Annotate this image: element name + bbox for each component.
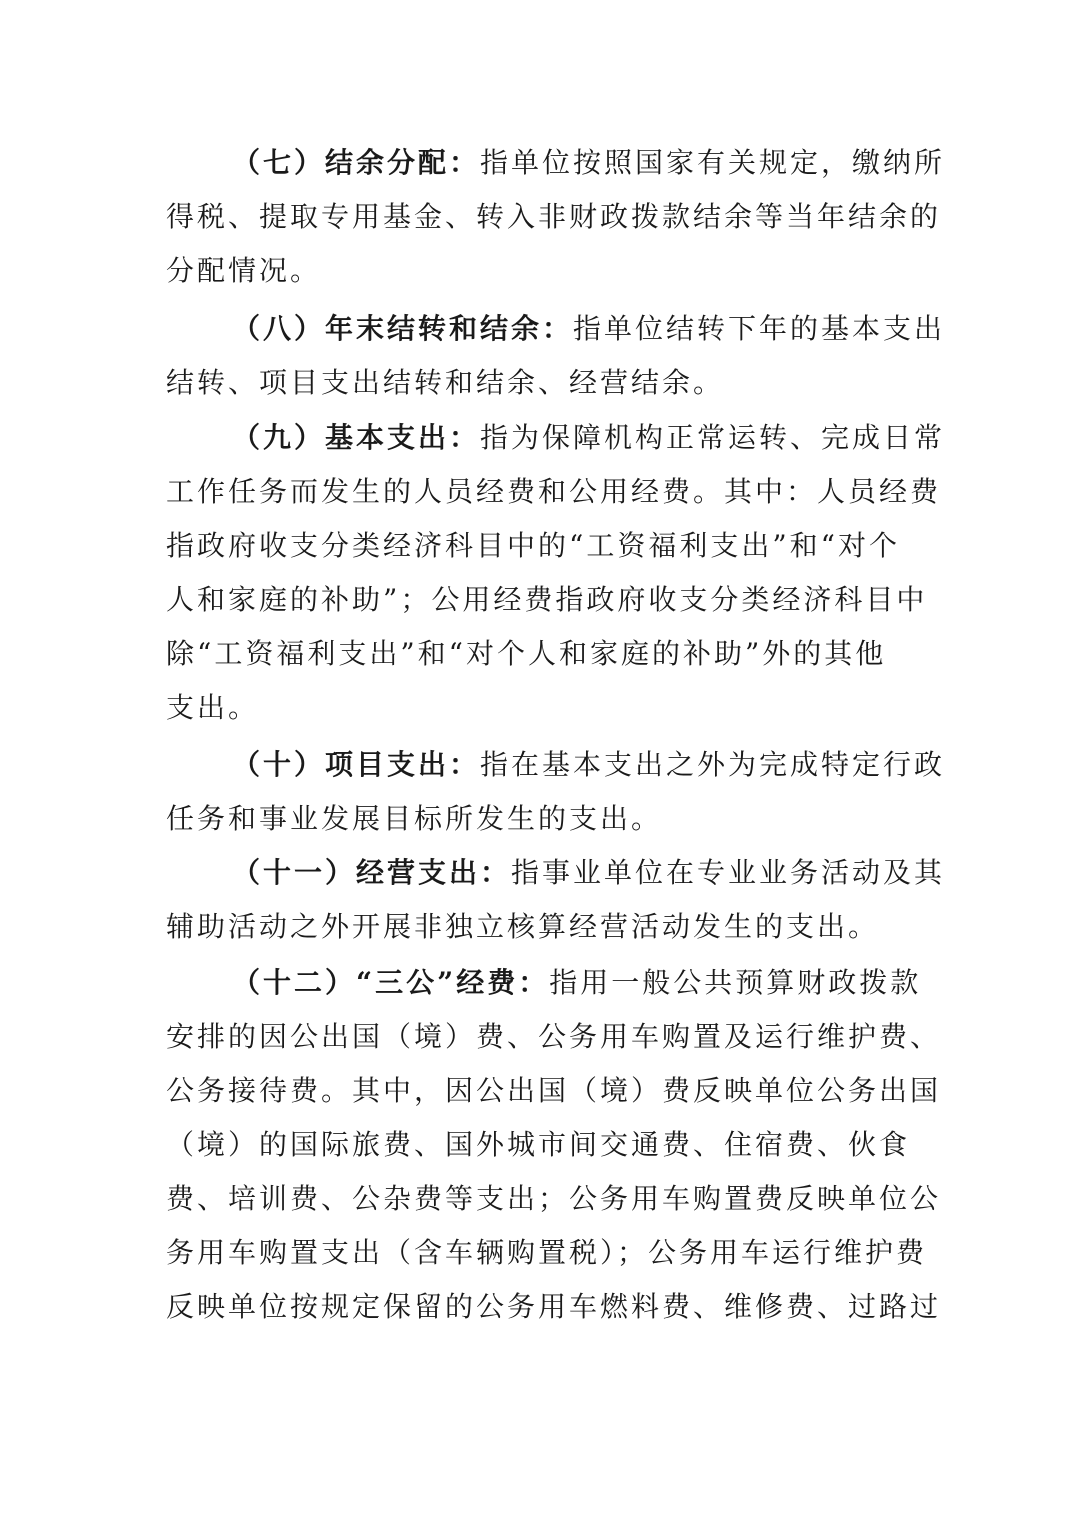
- paragraph-10-line-1: [232, 740, 946, 790]
- paragraph-9-line-3: 指政府收支分类经济科目中的“工资福利支出”和“对个: [166, 529, 900, 562]
- paragraph-9-line-6: 支出。: [166, 691, 260, 724]
- paragraph-7-text: 指单位按照国家有关规定，缴纳所: [480, 146, 946, 179]
- paragraph-12-term: （十二）“三公”经费：: [232, 966, 550, 999]
- paragraph-9-line-2: 工作任务而发生的人员经费和公用经费。其中：人员经费: [166, 475, 942, 508]
- paragraph-9-text: 指为保障机构正常运转、完成日常: [480, 421, 946, 454]
- paragraph-12-line-3: 公务接待费。其中，因公出国（境）费反映单位公务出国: [166, 1074, 942, 1107]
- paragraph-9-line-5: 除“工资福利支出”和“对个人和家庭的补助”外的其他: [166, 637, 887, 670]
- paragraph-9-line-4: 人和家庭的补助”；公用经费指政府收支分类经济科目中: [166, 583, 928, 616]
- paragraph-7-line-2: 得税、提取专用基金、转入非财政拨款结余等当年结余的: [166, 200, 942, 233]
- paragraph-8-term: （八）年末结转和结余：: [232, 312, 574, 345]
- paragraph-12-line-5: 费、培训费、公杂费等支出；公务用车购置费反映单位公: [166, 1182, 942, 1215]
- paragraph-10-text: 指在基本支出之外为完成特定行政: [480, 748, 946, 781]
- paragraph-11-line-2: 辅助活动之外开展非独立核算经营活动发生的支出。: [166, 910, 880, 943]
- paragraph-9-line-1: [232, 413, 946, 463]
- paragraph-11-term: （十一）经营支出：: [232, 856, 512, 889]
- paragraph-12-line-6: 务用车购置支出（含车辆购置税）；公务用车运行维护费: [166, 1236, 928, 1269]
- paragraph-10-line-2: 任务和事业发展目标所发生的支出。: [166, 802, 663, 835]
- paragraph-12-text: 指用一般公共预算财政拨款: [549, 966, 922, 999]
- paragraph-12-line-4: （境）的国际旅费、国外城市间交通费、住宿费、伙食: [166, 1128, 911, 1161]
- paragraph-8-line-1: [232, 304, 946, 354]
- paragraph-11-text: 指事业单位在专业业务活动及其: [511, 856, 946, 889]
- paragraph-7-line-1: [232, 138, 946, 188]
- paragraph-8-text: 指单位结转下年的基本支出: [573, 312, 946, 345]
- paragraph-7-line-3: 分配情况。: [166, 254, 322, 287]
- paragraph-11-line-1: [232, 848, 946, 898]
- paragraph-9-term: （九）基本支出：: [232, 421, 481, 454]
- paragraph-10-term: （十）项目支出：: [232, 748, 481, 781]
- paragraph-12-line-1: [232, 958, 922, 1008]
- paragraph-12-line-2: 安排的因公出国（境）费、公务用车购置及运行维护费、: [166, 1020, 942, 1053]
- paragraph-8-line-2: 结转、项目支出结转和结余、经营结余。: [166, 366, 725, 399]
- paragraph-7-term: （七）结余分配：: [232, 146, 481, 179]
- paragraph-12-line-7: 反映单位按规定保留的公务用车燃料费、维修费、过路过: [166, 1290, 942, 1323]
